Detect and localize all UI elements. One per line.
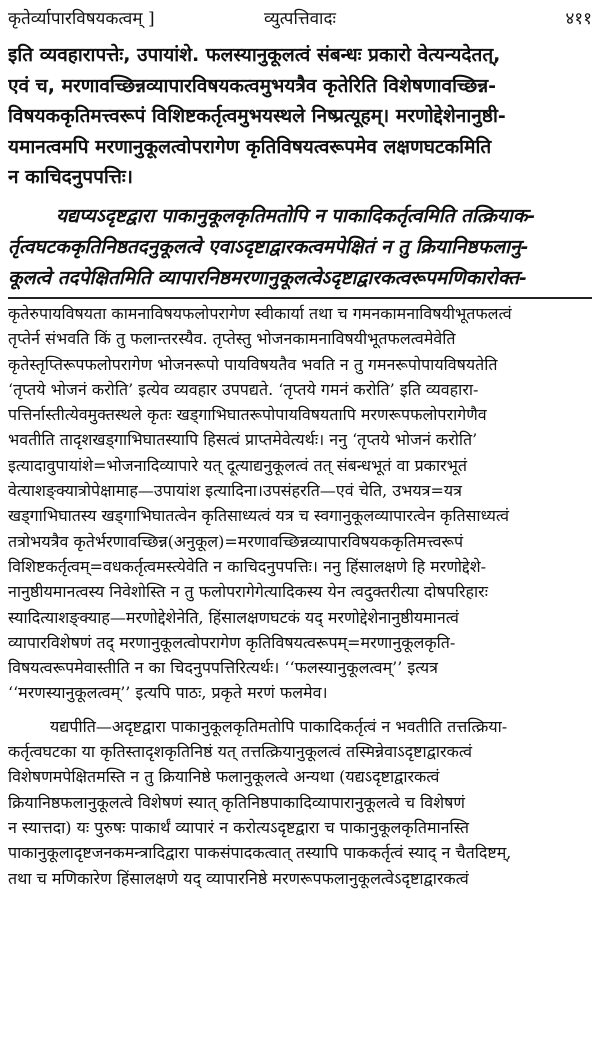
section-divider <box>8 297 592 299</box>
commentary-line: तत्रोभयत्रैव कृतेर्भरणावच्छिन्न(अनुकूल)=मरणावच्छिन्नव्यापारविषयककृतिमत्त्वरूपं <box>8 531 464 551</box>
quoted-text-line: यद्यप्यऽदृष्टद्वारा पाकानुकूलकृतिमतोपि न पाकादिकर्तृत्वमिति तत्क्रियाक- <box>56 204 536 227</box>
page-header <box>8 0 592 36</box>
main-text-line: न काचिदनुपपत्तिः। <box>8 166 133 189</box>
commentary-line: विशेषणमपेक्षितमस्ति न तु क्रियानिष्ठे फलानुकूलत्वे अन्यथा (यद्यऽदृष्टाद्वारकत्वं <box>8 767 440 787</box>
quoted-text-line: कूलत्वे तदपेक्षितमिति व्यापारनिष्ठमरणानुकूलत्वेऽदृष्टाद्वारकत्वरूपमणिकारोक्त- <box>8 266 527 289</box>
paragraph-gap <box>8 706 592 714</box>
commentary-line: न स्यात्तदा) यः पुरुषः पाकार्थं व्यापारं न करोत्यऽदृष्टद्वारा च पाकानुकूलकृतिमानस्ति <box>8 817 470 837</box>
commentary-line: विषयत्वरूपमेवास्तीति न का चिदनुपपत्तिरित्यर्थः। ‘‘फलस्यानुकूलत्वम्’’ इत्यत्र <box>8 658 439 678</box>
running-head-left: कृतेर्व्यापारविषयकत्वम् ] <box>8 9 155 29</box>
commentary-line: तृप्तेर्न संभवति किं तु फलान्तरस्यैव. तृप्तेस्तु भोजनकामनाविषयीभूतफलत्वमेवेति <box>8 329 456 349</box>
commentary-line: व्यापारविशेषणं तद् मरणानुकूलत्वोपरागेण कृतिविषयत्वरूपम्=मरणानुकूलकृति- <box>8 632 456 652</box>
commentary-line: तथा च मणिकारेण हिंसालक्षणे यद् व्यापारनिष्ठे मरणरूपफलानुकूलत्वेऽदृष्टाद्वारकत्वं <box>8 868 469 888</box>
commentary-line: ‘‘मरणस्यानुकूलत्वम्’’ इत्यपि पाठः, प्रकृते मरणं फलमेव। <box>8 683 328 703</box>
commentary-line: नानुष्ठीयमानत्वस्य निवेशोस्ति न तु फलोपरागेगेत्यादिकस्य येन त्वदुक्तरीत्या दोषपरिहारः <box>8 582 488 602</box>
commentary-line: क्रियानिष्ठफलानुकूलत्वे विशेषणं स्यात् कृतिनिष्ठपाकादिव्यापारानुकूलत्वे च विशेषणं <box>8 792 465 812</box>
running-head-title: व्युत्पत्तिवादः <box>264 9 336 29</box>
main-text-line: एवं च, मरणावच्छिन्नव्यापारविषयकत्वमुभयत्रैव कृतेरिति विशेषणावच्छिन्न- <box>8 74 497 97</box>
commentary-line: इत्यादावुपायांशे=भोजनादिव्यापारे यत् दूत्याद्यनुकूलत्वं तत् संबन्धभूतं वा प्रकारभूतं <box>8 455 468 475</box>
main-text-line: इति व्यवहारापत्तेः, उपायांशे. फलस्यानुकूलत्वं संबन्धः प्रकारो वेत्यन्यदेतत्, <box>8 44 501 66</box>
commentary-line: भवतीति तादृशखड्गाभिघातस्यापि हिसत्वं प्राप्तमेवेत्यर्थः। ननु ‘तृप्तये भोजनं करोति’ <box>8 430 478 450</box>
commentary-line: कृतेस्तृप्तिरूपफलोपरागेण भोजनरूपो पायविषयतैव भवति न तु गमनरूपोपायविषयतेति <box>8 354 498 374</box>
commentary-line: कर्तृत्वघटका या कृतिस्तादृशकृतिनिष्ठं यत् तत्तत्क्रियानुकूलत्वं तस्मिन्नेवाऽदृष्टाद्वारकत्वं <box>8 742 472 762</box>
main-text-block <box>8 40 592 193</box>
commentary-line: विशिष्टकर्तृत्वम्=वधकर्तृत्वमस्त्येवेति न काचिदनुपपत्तिः। ननु हिंसालक्षणे हि मरणोद्देशे- <box>8 556 487 576</box>
quoted-text-block <box>8 201 592 294</box>
commentary-line: कृतेरुपायविषयता कामनाविषयफलोपरागेण स्वीकार्या तथा च गमनकामनाविषयीभूतफलत्वं <box>8 303 512 323</box>
commentary-line: यद्यपीति—अदृष्टद्वारा पाकानुकूलकृतिमतोपि पाकादिकर्तृत्वं न भवतीति तत्तत्क्रिया- <box>50 716 508 736</box>
page-number: ४११ <box>565 9 592 29</box>
commentary-block <box>8 301 592 891</box>
commentary-line: स्यादित्याशङ्क्याह—मरणोद्देशेनेति, हिंसालक्षणघटकं यद् मरणोद्देशेनानुष्ठीयमानत्वं <box>8 607 459 627</box>
commentary-line: खड्गाभिघातस्य खड्गाभिघातत्वेन कृतिसाध्यत्वं यत्र च स्वगानुकूलव्यापारत्वेन कृतिसाध्यत्वं <box>8 506 509 526</box>
main-text-line: विषयककृतिमत्त्वरूपं विशिष्टकर्तृत्वमुभयस्थले निष्प्रत्यूहम्। मरणोद्देशेनानुष्ठी- <box>8 105 506 128</box>
commentary-line: पाकानुकूलादृष्टजनकमन्त्रादिद्वारा पाकसंपादकत्वात् तस्यापि पाककर्तृत्वं स्याद् न चैतदिष्टम्, <box>8 843 512 863</box>
commentary-line: वेत्याशङ्क्यात्रोपेक्षामाह—उपायांश इत्यादिना।उपसंहरति—एवं चेति, उभयत्र=यत्र <box>8 481 462 501</box>
commentary-line: ‘तृप्तये भोजनं करोति’ इत्येव व्यवहार उपपद्यते. ‘तृप्तये गमनं करोति’ इति व्यवहारा- <box>8 379 479 399</box>
commentary-line: पत्तिर्नास्तीत्येवमुक्तस्थले कृतः खड्गाभिघातरूपोपायविषयतापि मरणरूपफलोपरागेणैव <box>8 405 487 425</box>
quoted-text-line: र्तृत्वघटककृतिनिष्ठतदनुकूलत्वे एवाऽदृष्टाद्वारकत्वमपेक्षितं न तु क्रियानिष्ठफलानु- <box>8 235 529 258</box>
main-text-line: यमानत्वमपि मरणानुकूलत्वोपरागेण कृतिविषयत्वरूपमेव लक्षणघटकमिति <box>8 135 492 158</box>
